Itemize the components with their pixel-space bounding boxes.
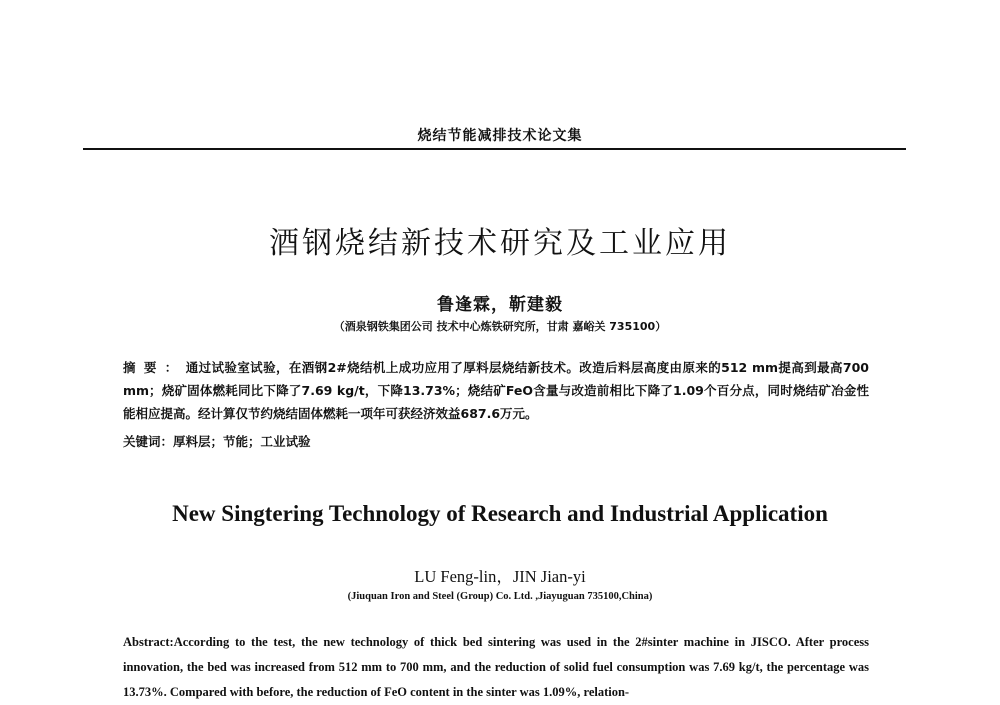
english-authors: LU Feng-lin，JIN Jian-yi <box>414 567 586 586</box>
english-affiliation: (Jiuquan Iron and Steel (Group) Co. Ltd. ,Jiayuguan 735100,China) <box>347 591 653 602</box>
running-header: 烧结节能减排技术论文集 <box>417 128 583 144</box>
english-title: New Singtering Technology of Research and Industrial Application <box>172 501 828 526</box>
chinese-keywords-label: 关键词： <box>123 434 174 449</box>
english-abstract-text: According to the test, the new technology of thick bed sintering was used in the 2#sinter machine in JISCO. After process innovation, the bed was increased from 512 mm to 700 mm, and the reduction of solid fuel consumption was 7.69 kg/t, the percentage was 13.73%. Compared with before, the reduction of FeO content in the sinter was 1.09%, relation- <box>123 635 869 699</box>
chinese-authors: 鲁逢霖，靳建毅 <box>437 295 563 315</box>
chinese-title: 酒钢烧结新技术研究及工业应用 <box>269 226 731 261</box>
chinese-keywords-text: 厚料层；节能；工业试验 <box>173 434 311 449</box>
chinese-keywords <box>123 430 869 453</box>
chinese-affiliation: （酒泉钢铁集团公司 技术中心炼铁研究所，甘肃 嘉峪关 735100） <box>333 320 667 333</box>
english-abstract-label: Abstract: <box>123 635 174 649</box>
english-abstract <box>123 630 869 705</box>
chinese-abstract-label: 摘要： <box>123 360 186 375</box>
chinese-abstract <box>123 356 869 425</box>
chinese-abstract-text: 通过试验室试验，在酒钢2#烧结机上成功应用了厚料层烧结新技术。改造后料层高度由原来的512 mm提高到最高700 mm；烧矿固体燃耗同比下降了7.69 kg/t，下降13.73%；烧结矿FeO含量与改造前相比下降了1.09个百分点，同时烧结矿冶金性能相应提高。经计算仅节约烧结固体燃耗一项年可获经济效益687.6万元。 <box>123 360 869 421</box>
header-rule <box>83 148 906 150</box>
